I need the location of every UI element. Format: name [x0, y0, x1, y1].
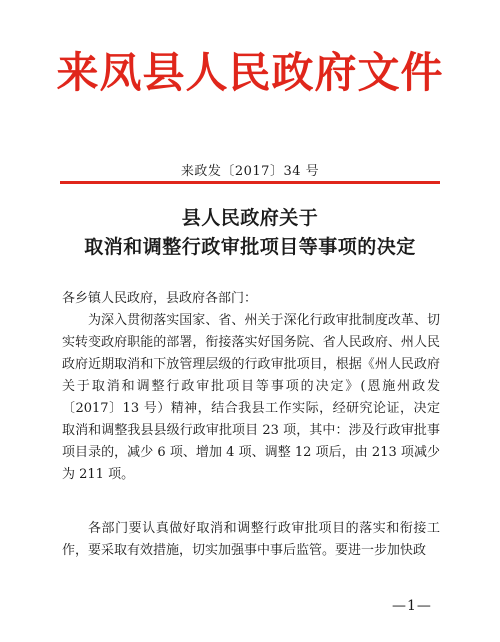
document-title-line-1: 县人民政府关于	[181, 207, 319, 229]
document-number: 来政发〔2017〕34 号	[180, 164, 320, 179]
red-divider-line	[60, 181, 440, 184]
salutation: 各乡镇人民政府，县政府各部门：	[62, 291, 258, 306]
body-paragraph-2: 各部门要认真做好取消和调整行政审批项目的落实和衔接工作，要采取有效措施，切实加强事中事后监管。要进一步加快政	[62, 521, 440, 558]
body-paragraph-1: 为深入贯彻落实国家、省、州关于深化行政审批制度改革、切实转变政府职能的部署，衔接落实好国务院、省人民政府、州人民政府近期取消和下放管理层级的行政审批项目，根据《州人民政府关于取消和调整行政审批项目等事项的决定》(恩施州政发〔2017〕13 号）精神，结合我县工作实际，经研究论证，决定取消和调整我县县级行政审批项目 23 项，其中：涉及行政审批事项目录的，减少 6 项、增加 4 项、调整 12 项后，由 213 项减少为 211 项。	[62, 313, 440, 482]
document-masthead: 来凤县人民政府文件	[56, 48, 444, 97]
document-title-line-2: 取消和调整行政审批项目等事项的决定	[84, 236, 416, 258]
page-number: —1—	[392, 598, 432, 614]
